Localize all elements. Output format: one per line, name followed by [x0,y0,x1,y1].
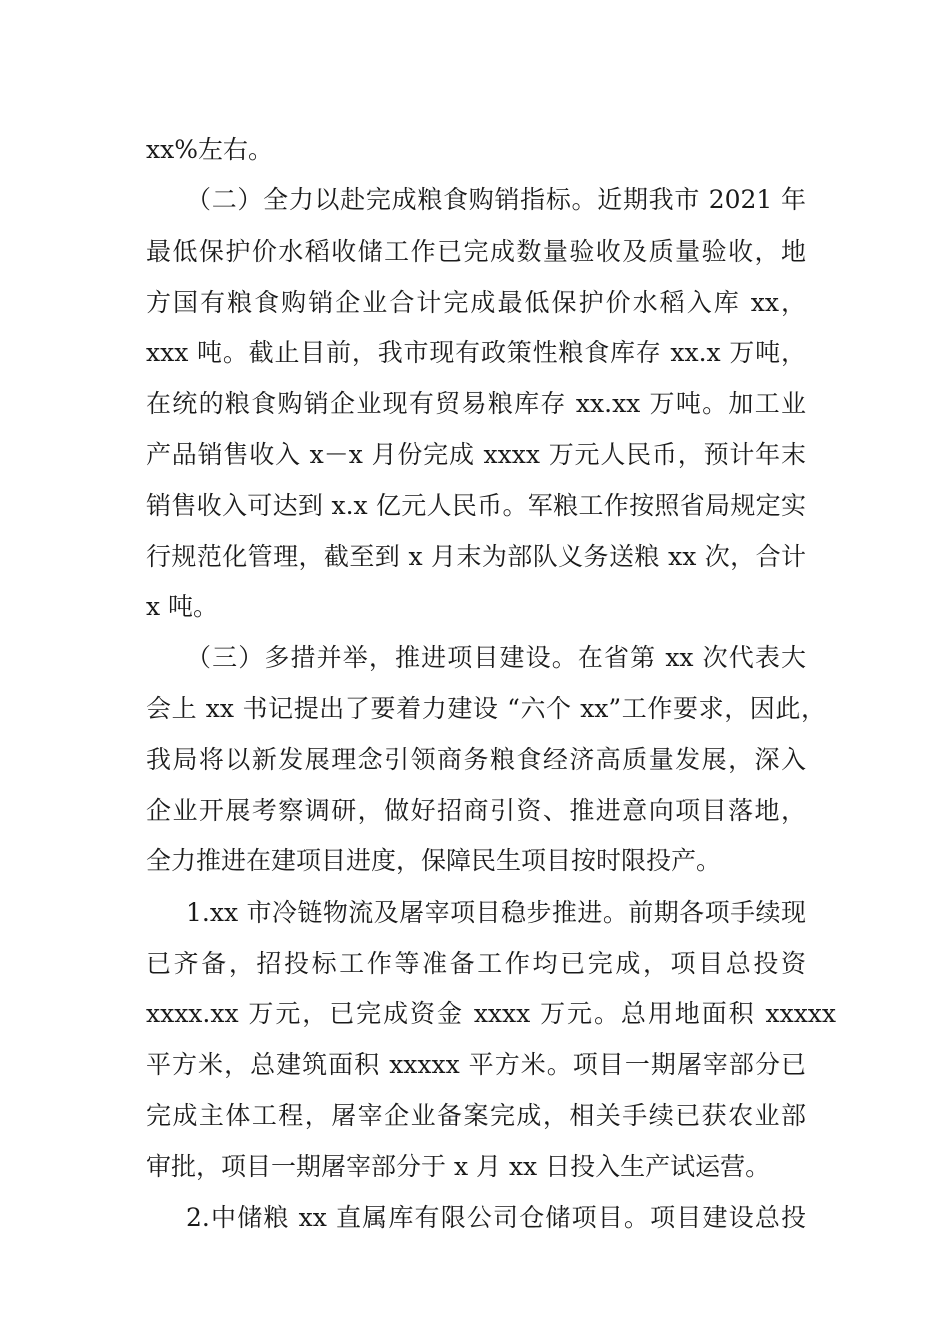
text-line-13: 我局将以新发展理念引领商务粮食经济高质量发展，深入 [146,745,806,774]
text-line-5: xxx 吨。截止目前，我市现有政策性粮食库存 xx.x 万吨， [146,338,806,367]
text-line-20: 完成主体工程，屠宰企业备案完成，相关手续已获农业部 [146,1101,806,1130]
text-line-16: 1.xx 市冷链物流及屠宰项目稳步推进。前期各项手续现 [186,898,806,927]
text-line-21: 审批，项目一期屠宰部分于 x 月 xx 日投入生产试运营。 [146,1152,771,1181]
text-line-19: 平方米，总建筑面积 xxxxx 平方米。项目一期屠宰部分已 [146,1050,806,1079]
text-line-12: 会上 xx 书记提出了要着力建设 “六个 xx”工作要求，因此， [146,694,826,723]
text-line-15: 全力推进在建项目进度，保障民生项目按时限投产。 [146,846,722,875]
text-line-14: 企业开展考察调研，做好招商引资、推进意向项目落地， [146,796,806,825]
text-line-1: xx%左右。 [146,135,273,164]
text-line-7: 产品销售收入 x－x 月份完成 xxxx 万元人民币，预计年末 [146,440,806,469]
text-line-6: 在统的粮食购销企业现有贸易粮库存 xx.xx 万吨。加工业 [146,389,806,418]
text-line-4: 方国有粮食购销企业合计完成最低保护价水稻入库 xx， [146,288,806,317]
text-line-8: 销售收入可达到 x.x 亿元人民币。军粮工作按照省局规定实 [146,491,806,520]
text-line-3: 最低保护价水稻收储工作已完成数量验收及质量验收，地 [146,237,806,266]
text-line-2: （二）全力以赴完成粮食购销指标。近期我市 2021 年 [186,185,806,214]
text-line-11: （三）多措并举，推进项目建设。在省第 xx 次代表大 [186,643,806,672]
text-line-9: 行规范化管理，截至到 x 月末为部队义务送粮 xx 次，合计 [146,542,806,571]
text-line-22: 2.中储粮 xx 直属库有限公司仓储项目。项目建设总投 [186,1203,806,1232]
text-line-17: 已齐备，招投标工作等准备工作均已完成，项目总投资 [146,949,806,978]
text-line-10: x 吨。 [146,592,219,621]
text-line-18: xxxx.xx 万元，已完成资金 xxxx 万元。总用地面积 xxxxx [146,999,836,1028]
